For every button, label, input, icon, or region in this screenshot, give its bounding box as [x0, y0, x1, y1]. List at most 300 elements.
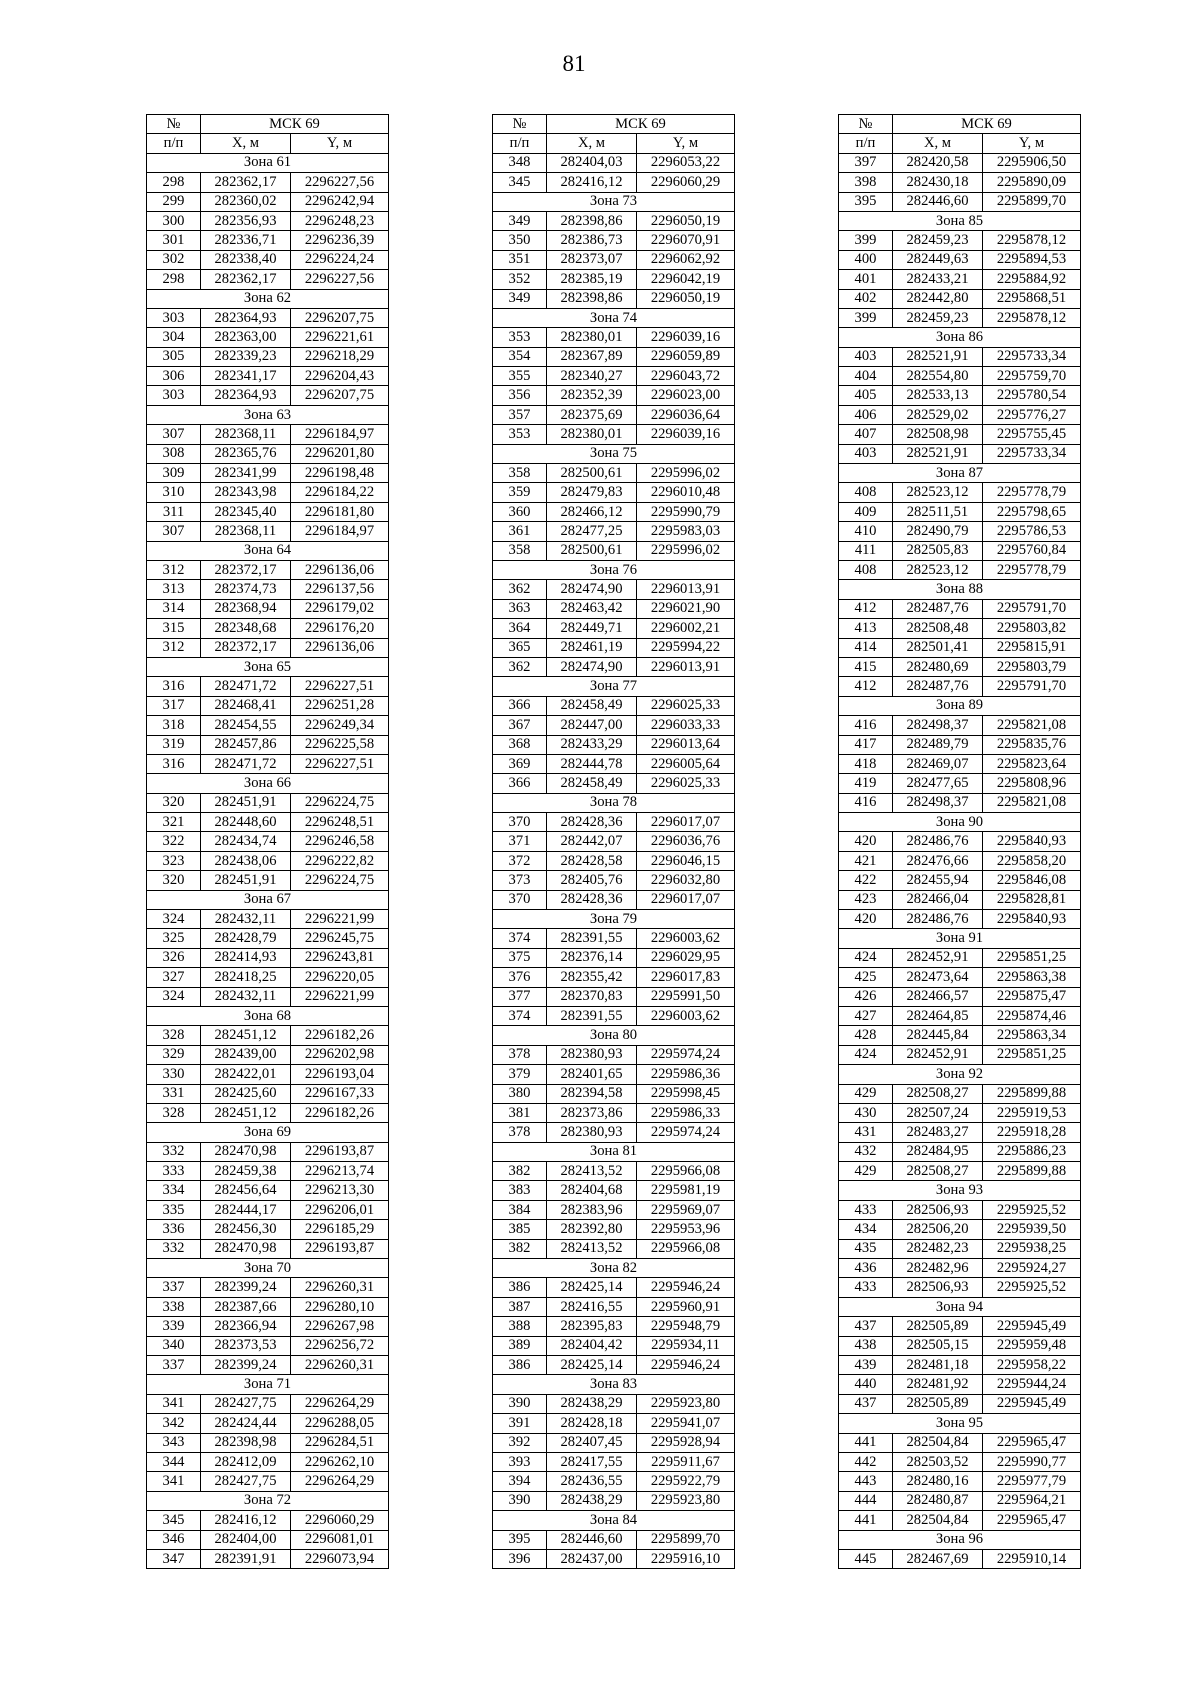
y-coordinate-cell: 2296046,15 [637, 851, 735, 870]
y-coordinate-cell: 2295821,08 [983, 793, 1081, 812]
header-number-cell [147, 115, 201, 134]
x-coordinate-cell: 282386,73 [547, 231, 637, 250]
x-coordinate-cell: 282341,17 [201, 367, 291, 386]
x-coordinate-cell: 282480,16 [893, 1472, 983, 1491]
header-number-label: № [512, 115, 527, 132]
table-row [147, 638, 389, 657]
y-coordinate-cell: 2295996,02 [637, 541, 735, 560]
table-row [493, 173, 735, 192]
y-coordinate-cell: 2296193,87 [291, 1239, 389, 1258]
point-number-cell: 344 [147, 1452, 201, 1471]
y-coordinate-cell: 2296176,20 [291, 619, 389, 638]
table-row [493, 774, 735, 793]
point-number-cell: 419 [839, 774, 893, 793]
y-coordinate-cell: 2295918,28 [983, 1123, 1081, 1142]
point-number-cell: 309 [147, 464, 201, 483]
point-number-cell: 412 [839, 599, 893, 618]
y-coordinate-cell: 2295910,14 [983, 1549, 1081, 1568]
x-coordinate-cell: 282470,98 [201, 1239, 291, 1258]
x-coordinate-cell: 282504,84 [893, 1433, 983, 1452]
y-coordinate-cell: 2296193,87 [291, 1142, 389, 1161]
table-row [493, 522, 735, 541]
y-coordinate-cell: 2295851,25 [983, 948, 1081, 967]
point-number-cell: 331 [147, 1084, 201, 1103]
y-coordinate-cell: 2295828,81 [983, 890, 1081, 909]
x-coordinate-cell: 282420,58 [893, 153, 983, 172]
point-number-cell: 364 [493, 619, 547, 638]
table-row [147, 1103, 389, 1122]
header-x-label: X, м [547, 134, 637, 153]
x-coordinate-cell: 282391,55 [547, 1006, 637, 1025]
point-number-cell: 412 [839, 677, 893, 696]
point-number-cell: 387 [493, 1297, 547, 1316]
point-number-cell: 319 [147, 735, 201, 754]
table-row [147, 502, 389, 521]
y-coordinate-cell: 2295960,91 [637, 1297, 735, 1316]
y-coordinate-cell: 2295875,47 [983, 987, 1081, 1006]
table-row [493, 1278, 735, 1297]
table-row [839, 871, 1081, 890]
point-number-cell: 433 [839, 1200, 893, 1219]
x-coordinate-cell: 282373,07 [547, 250, 637, 269]
y-coordinate-cell: 2295916,10 [637, 1549, 735, 1568]
table-row [493, 405, 735, 424]
y-coordinate-cell: 2296003,62 [637, 1006, 735, 1025]
y-coordinate-cell: 2295958,22 [983, 1356, 1081, 1375]
point-number-cell: 384 [493, 1200, 547, 1219]
point-number-cell: 420 [839, 910, 893, 929]
zone-label: Зона 86 [839, 328, 1081, 347]
y-coordinate-cell: 2296136,06 [291, 560, 389, 579]
y-coordinate-cell: 2295780,54 [983, 386, 1081, 405]
point-number-cell: 369 [493, 754, 547, 773]
table-row [839, 1123, 1081, 1142]
point-number-cell: 323 [147, 851, 201, 870]
zone-label: Зона 94 [839, 1297, 1081, 1316]
point-number-cell: 352 [493, 270, 547, 289]
point-number-cell: 376 [493, 968, 547, 987]
table-body [839, 153, 1081, 1569]
x-coordinate-cell: 282448,60 [201, 813, 291, 832]
y-coordinate-cell: 2295944,24 [983, 1375, 1081, 1394]
point-number-cell: 345 [147, 1511, 201, 1530]
y-coordinate-cell: 2296184,97 [291, 522, 389, 541]
x-coordinate-cell: 282398,86 [547, 289, 637, 308]
point-number-cell: 354 [493, 347, 547, 366]
x-coordinate-cell: 282439,00 [201, 1045, 291, 1064]
zone-label: Зона 61 [147, 153, 389, 172]
table-row [147, 1278, 389, 1297]
point-number-cell: 382 [493, 1162, 547, 1181]
point-number-cell: 400 [839, 250, 893, 269]
table-row [493, 1045, 735, 1064]
x-coordinate-cell: 282428,36 [547, 813, 637, 832]
zone-header-row [839, 1414, 1081, 1433]
y-coordinate-cell: 2295990,79 [637, 502, 735, 521]
y-coordinate-cell: 2296025,33 [637, 774, 735, 793]
point-number-cell: 442 [839, 1452, 893, 1471]
header-number-sub-label: п/п [839, 134, 893, 153]
y-coordinate-cell: 2295934,11 [637, 1336, 735, 1355]
zone-label: Зона 70 [147, 1259, 389, 1278]
zone-label: Зона 90 [839, 813, 1081, 832]
table-row [147, 173, 389, 192]
y-coordinate-cell: 2295945,49 [983, 1394, 1081, 1413]
zone-header-row [147, 890, 389, 909]
x-coordinate-cell: 282392,80 [547, 1220, 637, 1239]
zone-label: Зона 84 [493, 1511, 735, 1530]
y-coordinate-cell: 2295733,34 [983, 347, 1081, 366]
table-row [493, 832, 735, 851]
x-coordinate-cell: 282364,93 [201, 386, 291, 405]
point-number-cell: 304 [147, 328, 201, 347]
x-coordinate-cell: 282404,03 [547, 153, 637, 172]
header-number-label: № [858, 115, 873, 132]
y-coordinate-cell: 2296207,75 [291, 386, 389, 405]
point-number-cell: 338 [147, 1297, 201, 1316]
table-row [493, 1336, 735, 1355]
point-number-cell: 386 [493, 1278, 547, 1297]
point-number-cell: 391 [493, 1414, 547, 1433]
point-number-cell: 300 [147, 211, 201, 230]
point-number-cell: 373 [493, 871, 547, 890]
table-row [839, 250, 1081, 269]
x-coordinate-cell: 282498,37 [893, 793, 983, 812]
table-row [147, 425, 389, 444]
point-number-cell: 420 [839, 832, 893, 851]
x-coordinate-cell: 282341,99 [201, 464, 291, 483]
x-coordinate-cell: 282395,83 [547, 1317, 637, 1336]
table-row [839, 1394, 1081, 1413]
table-row [493, 1084, 735, 1103]
table-row [839, 367, 1081, 386]
y-coordinate-cell: 2295965,47 [983, 1511, 1081, 1530]
x-coordinate-cell: 282362,17 [201, 270, 291, 289]
point-number-cell: 414 [839, 638, 893, 657]
header-number-cell [839, 115, 893, 134]
table-row [147, 677, 389, 696]
point-number-cell: 395 [493, 1530, 547, 1549]
table-row [493, 696, 735, 715]
x-coordinate-cell: 282471,72 [201, 677, 291, 696]
table-row [839, 851, 1081, 870]
y-coordinate-cell: 2295778,79 [983, 560, 1081, 579]
x-coordinate-cell: 282456,64 [201, 1181, 291, 1200]
y-coordinate-cell: 2295946,24 [637, 1278, 735, 1297]
y-coordinate-cell: 2296002,21 [637, 619, 735, 638]
point-number-cell: 302 [147, 250, 201, 269]
zone-header-row [839, 1181, 1081, 1200]
header-x-label: X, м [201, 134, 291, 153]
point-number-cell: 350 [493, 231, 547, 250]
x-coordinate-cell: 282467,69 [893, 1549, 983, 1568]
x-coordinate-cell: 282469,07 [893, 754, 983, 773]
y-coordinate-cell: 2295965,47 [983, 1433, 1081, 1452]
x-coordinate-cell: 282501,41 [893, 638, 983, 657]
y-coordinate-cell: 2295878,12 [983, 308, 1081, 327]
x-coordinate-cell: 282481,92 [893, 1375, 983, 1394]
x-coordinate-cell: 282418,25 [201, 968, 291, 987]
table-row [147, 1297, 389, 1316]
table-row [493, 1181, 735, 1200]
zone-label: Зона 78 [493, 793, 735, 812]
table-row [839, 502, 1081, 521]
x-coordinate-cell: 282428,79 [201, 929, 291, 948]
point-number-cell: 381 [493, 1103, 547, 1122]
y-coordinate-cell: 2296260,31 [291, 1278, 389, 1297]
coordinate-table [146, 114, 389, 1569]
zone-header-row [147, 1375, 389, 1394]
x-coordinate-cell: 282404,68 [547, 1181, 637, 1200]
y-coordinate-cell: 2295966,08 [637, 1162, 735, 1181]
table-row [147, 580, 389, 599]
x-coordinate-cell: 282438,29 [547, 1394, 637, 1413]
zone-label: Зона 68 [147, 1006, 389, 1025]
y-coordinate-cell: 2296013,64 [637, 735, 735, 754]
x-coordinate-cell: 282372,17 [201, 560, 291, 579]
point-number-cell: 316 [147, 677, 201, 696]
table-row [493, 1123, 735, 1142]
x-coordinate-cell: 282464,85 [893, 1006, 983, 1025]
y-coordinate-cell: 2296225,58 [291, 735, 389, 754]
x-coordinate-cell: 282479,83 [547, 483, 637, 502]
table-row [839, 483, 1081, 502]
table-row [147, 1142, 389, 1161]
point-number-cell: 332 [147, 1239, 201, 1258]
coordinate-table [492, 114, 735, 1569]
table-row [839, 910, 1081, 929]
table-row [839, 560, 1081, 579]
table-row [493, 1452, 735, 1471]
header-x-label: X, м [893, 134, 983, 153]
y-coordinate-cell: 2295786,53 [983, 522, 1081, 541]
point-number-cell: 346 [147, 1530, 201, 1549]
y-coordinate-cell: 2296207,75 [291, 308, 389, 327]
x-coordinate-cell: 282503,52 [893, 1452, 983, 1471]
y-coordinate-cell: 2295974,24 [637, 1045, 735, 1064]
zone-header-row [147, 541, 389, 560]
table-row [839, 231, 1081, 250]
table-row [493, 541, 735, 560]
y-coordinate-cell: 2296053,22 [637, 153, 735, 172]
x-coordinate-cell: 282500,61 [547, 464, 637, 483]
point-number-cell: 443 [839, 1472, 893, 1491]
point-number-cell: 312 [147, 638, 201, 657]
zone-label: Зона 62 [147, 289, 389, 308]
point-number-cell: 408 [839, 483, 893, 502]
zone-label: Зона 95 [839, 1414, 1081, 1433]
x-coordinate-cell: 282442,07 [547, 832, 637, 851]
table-row [839, 599, 1081, 618]
zone-header-row [839, 696, 1081, 715]
y-coordinate-cell: 2295948,79 [637, 1317, 735, 1336]
zone-label: Зона 88 [839, 580, 1081, 599]
point-number-cell: 433 [839, 1278, 893, 1297]
table-row [839, 405, 1081, 424]
table-row [493, 638, 735, 657]
zone-label: Зона 92 [839, 1065, 1081, 1084]
table-row [493, 502, 735, 521]
y-coordinate-cell: 2295969,07 [637, 1200, 735, 1219]
table-row [493, 968, 735, 987]
point-number-cell: 363 [493, 599, 547, 618]
x-coordinate-cell: 282508,27 [893, 1162, 983, 1181]
table-row [147, 910, 389, 929]
point-number-cell: 424 [839, 1045, 893, 1064]
x-coordinate-cell: 282521,91 [893, 347, 983, 366]
y-coordinate-cell: 2296184,97 [291, 425, 389, 444]
point-number-cell: 298 [147, 270, 201, 289]
point-number-cell: 425 [839, 968, 893, 987]
x-coordinate-cell: 282398,86 [547, 211, 637, 230]
table-row [839, 657, 1081, 676]
y-coordinate-cell: 2296218,29 [291, 347, 389, 366]
y-coordinate-cell: 2296224,75 [291, 793, 389, 812]
x-coordinate-cell: 282456,30 [201, 1220, 291, 1239]
table-row [147, 735, 389, 754]
point-number-cell: 403 [839, 347, 893, 366]
point-number-cell: 436 [839, 1259, 893, 1278]
point-number-cell: 372 [493, 851, 547, 870]
y-coordinate-cell: 2295808,96 [983, 774, 1081, 793]
table-row [493, 1356, 735, 1375]
x-coordinate-cell: 282458,49 [547, 696, 637, 715]
table-row [839, 308, 1081, 327]
x-coordinate-cell: 282399,24 [201, 1278, 291, 1297]
zone-header-row [493, 793, 735, 812]
point-number-cell: 438 [839, 1336, 893, 1355]
x-coordinate-cell: 282470,98 [201, 1142, 291, 1161]
y-coordinate-cell: 2296059,89 [637, 347, 735, 366]
point-number-cell: 440 [839, 1375, 893, 1394]
table-row [147, 367, 389, 386]
table-row [147, 192, 389, 211]
x-coordinate-cell: 282511,51 [893, 502, 983, 521]
x-coordinate-cell: 282486,76 [893, 832, 983, 851]
point-number-cell: 312 [147, 560, 201, 579]
x-coordinate-cell: 282457,86 [201, 735, 291, 754]
point-number-cell: 333 [147, 1162, 201, 1181]
table-row [839, 1491, 1081, 1510]
point-number-cell: 413 [839, 619, 893, 638]
point-number-cell: 341 [147, 1394, 201, 1413]
point-number-cell: 305 [147, 347, 201, 366]
table-row [839, 1549, 1081, 1568]
x-coordinate-cell: 282363,00 [201, 328, 291, 347]
y-coordinate-cell: 2296213,74 [291, 1162, 389, 1181]
y-coordinate-cell: 2296073,94 [291, 1549, 389, 1568]
point-number-cell: 402 [839, 289, 893, 308]
y-coordinate-cell: 2296042,19 [637, 270, 735, 289]
table-row [839, 1006, 1081, 1025]
point-number-cell: 359 [493, 483, 547, 502]
x-coordinate-cell: 282412,09 [201, 1452, 291, 1471]
x-coordinate-cell: 282432,11 [201, 987, 291, 1006]
table-row [839, 774, 1081, 793]
x-coordinate-cell: 282398,98 [201, 1433, 291, 1452]
y-coordinate-cell: 2295986,36 [637, 1065, 735, 1084]
zone-label: Зона 77 [493, 677, 735, 696]
y-coordinate-cell: 2296221,61 [291, 328, 389, 347]
table-row [839, 347, 1081, 366]
x-coordinate-cell: 282466,12 [547, 502, 637, 521]
table-row [493, 657, 735, 676]
x-coordinate-cell: 282451,91 [201, 871, 291, 890]
table-row [147, 1239, 389, 1258]
x-coordinate-cell: 282455,94 [893, 871, 983, 890]
table-row [493, 929, 735, 948]
point-number-cell: 417 [839, 735, 893, 754]
y-coordinate-cell: 2296243,81 [291, 948, 389, 967]
y-coordinate-cell: 2296198,48 [291, 464, 389, 483]
x-coordinate-cell: 282508,48 [893, 619, 983, 638]
y-coordinate-cell: 2295998,45 [637, 1084, 735, 1103]
point-number-cell: 368 [493, 735, 547, 754]
x-coordinate-cell: 282433,21 [893, 270, 983, 289]
table-row [839, 1103, 1081, 1122]
x-coordinate-cell: 282380,01 [547, 328, 637, 347]
x-coordinate-cell: 282444,78 [547, 754, 637, 773]
y-coordinate-cell: 2296220,05 [291, 968, 389, 987]
y-coordinate-cell: 2295938,25 [983, 1239, 1081, 1258]
y-coordinate-cell: 2295977,79 [983, 1472, 1081, 1491]
zone-label: Зона 76 [493, 560, 735, 579]
y-coordinate-cell: 2296264,29 [291, 1472, 389, 1491]
table-row [147, 560, 389, 579]
point-number-cell: 382 [493, 1239, 547, 1258]
table-row [839, 1084, 1081, 1103]
point-number-cell: 415 [839, 657, 893, 676]
y-coordinate-cell: 2295919,53 [983, 1103, 1081, 1122]
table-row [147, 1472, 389, 1491]
point-number-cell: 444 [839, 1491, 893, 1510]
y-coordinate-cell: 2296185,29 [291, 1220, 389, 1239]
x-coordinate-cell: 282461,19 [547, 638, 637, 657]
y-coordinate-cell: 2296224,75 [291, 871, 389, 890]
x-coordinate-cell: 282505,89 [893, 1317, 983, 1336]
point-number-cell: 332 [147, 1142, 201, 1161]
table-row [493, 328, 735, 347]
table-row [839, 1511, 1081, 1530]
table-row [493, 851, 735, 870]
zone-label: Зона 87 [839, 464, 1081, 483]
y-coordinate-cell: 2295803,79 [983, 657, 1081, 676]
table-row [147, 1336, 389, 1355]
point-number-cell: 303 [147, 308, 201, 327]
zone-header-row [493, 560, 735, 579]
point-number-cell: 342 [147, 1414, 201, 1433]
x-coordinate-cell: 282505,89 [893, 1394, 983, 1413]
x-coordinate-cell: 282430,18 [893, 173, 983, 192]
table-row [493, 270, 735, 289]
zone-label: Зона 79 [493, 910, 735, 929]
x-coordinate-cell: 282505,15 [893, 1336, 983, 1355]
point-number-cell: 434 [839, 1220, 893, 1239]
point-number-cell: 441 [839, 1433, 893, 1452]
x-coordinate-cell: 282482,23 [893, 1239, 983, 1258]
y-coordinate-cell: 2296260,31 [291, 1356, 389, 1375]
point-number-cell: 378 [493, 1123, 547, 1142]
table-row [493, 1433, 735, 1452]
x-coordinate-cell: 282451,12 [201, 1103, 291, 1122]
x-coordinate-cell: 282422,01 [201, 1065, 291, 1084]
point-number-cell: 396 [493, 1549, 547, 1568]
table-row [147, 1181, 389, 1200]
x-coordinate-cell: 282459,23 [893, 231, 983, 250]
point-number-cell: 348 [493, 153, 547, 172]
x-coordinate-cell: 282385,19 [547, 270, 637, 289]
point-number-cell: 334 [147, 1181, 201, 1200]
